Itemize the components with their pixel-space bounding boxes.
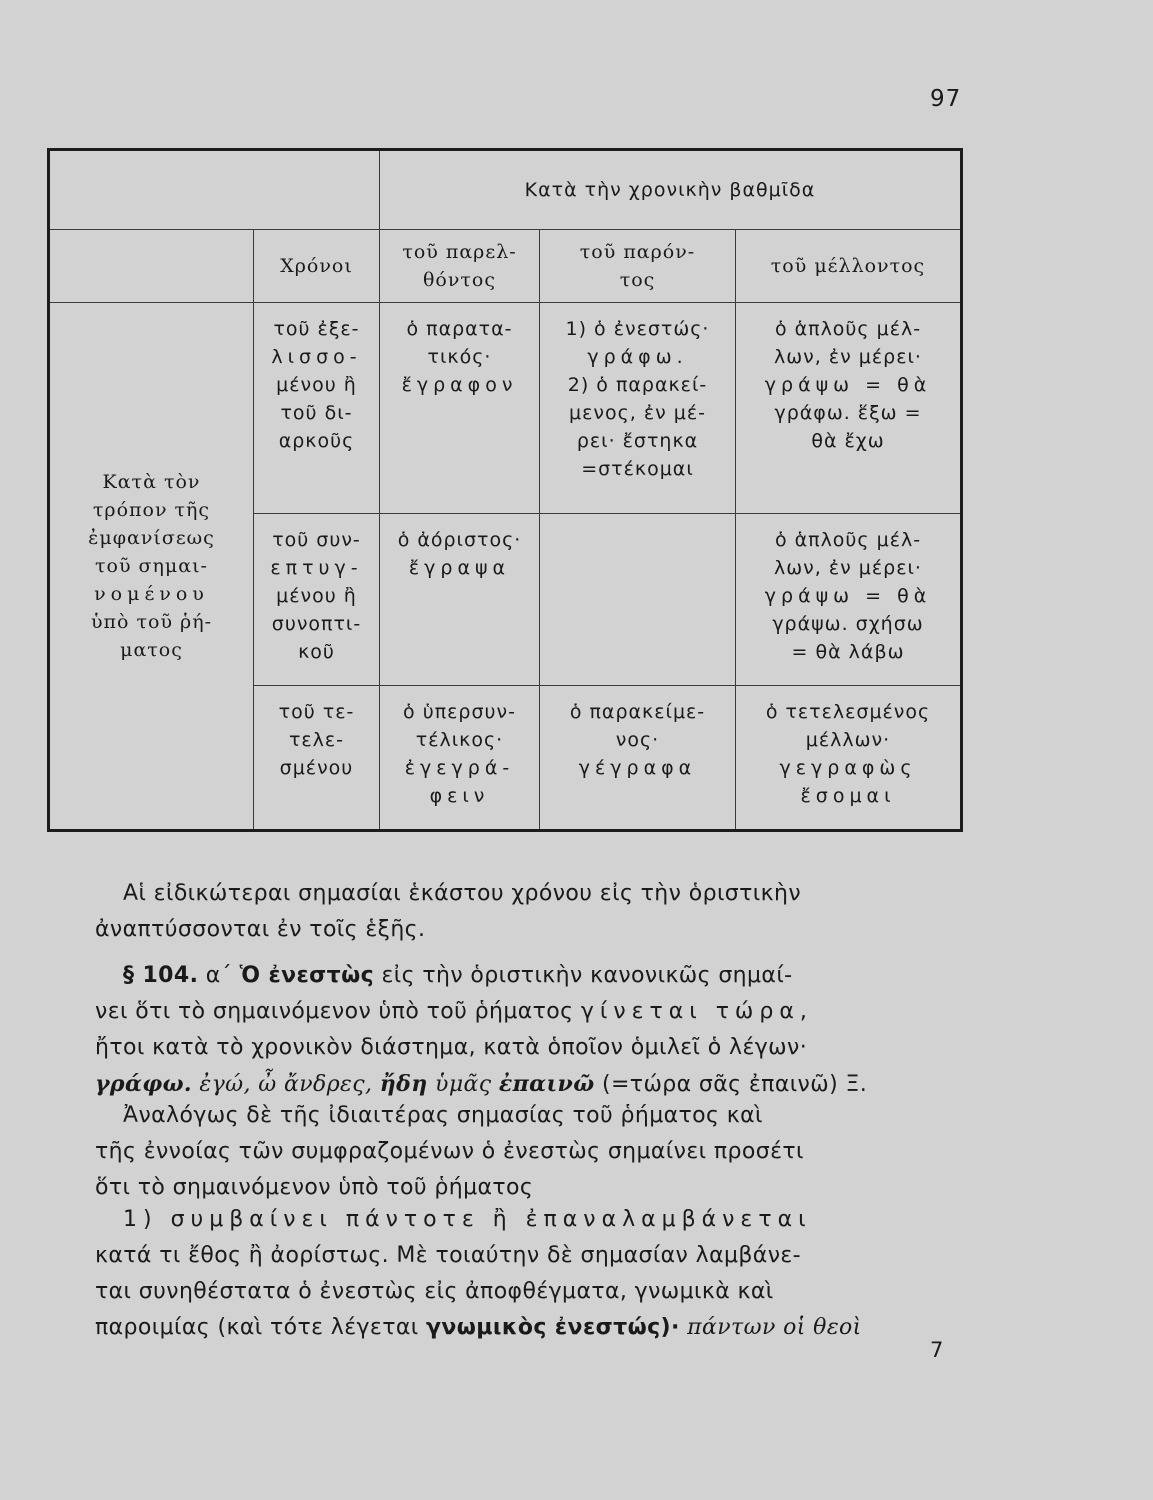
term-present-tense: Ὁ ἐνεστὼς [239,963,375,988]
cell-line: μέλλων· [805,729,891,752]
row-label-line: Κατὰ τὸν [102,470,201,493]
header-tenses: Χρόνοι [254,230,380,302]
text-line [95,994,955,1030]
text-line: ὅτι τὸ σημαινόμενον ὑπὸ τοῦ ῥήματος [95,1175,534,1200]
present-aorist-empty [540,513,736,686]
text-line [95,1310,955,1346]
printer-signature: 7 [930,1338,944,1362]
example-quote: ἐγώ, ὦ ἄνδρες, [199,1072,373,1097]
cell-line: τέλικος· [415,729,504,752]
paragraph-point-1 [95,1202,955,1346]
example-quote: πάντων οἱ θεοὶ [687,1315,862,1340]
tense-table [47,148,960,832]
cell-line: ὁ τετελεσμένος [765,701,931,724]
cell-line: ἔσομαι [800,785,896,808]
cell-line: νος· [615,729,660,752]
cell-line: τελε- [288,729,345,752]
header-present-line: τοῦ παρόν- [579,241,696,263]
cell-line: ὁ παρακείμε- [569,701,706,724]
cell-line: ὁ ἁπλοῦς μέλ- [774,317,922,340]
cell-line: ἔγραφον [401,373,518,396]
cell-line: θὰ ἔχω [811,429,885,452]
future-perfect [736,686,962,831]
tense-continuous [254,302,380,513]
cell-line: ὁ ἁπλοῦς μέλ- [774,528,922,551]
row-label-line: ἐμφανίσεως [88,526,215,549]
text-line: ται συνηθέστατα ὁ ἐνεστὼς εἰς ἀποφθέγματα, γνωμικὰ καὶ [95,1279,774,1304]
section-number: § 104. [123,963,199,988]
cell-line: τικός· [427,345,492,368]
past-aorist [380,513,540,686]
header-past [380,230,540,302]
cell-line: τοῦ συν- [272,528,361,551]
text-fragment: εἰς τὴν ὁριστικὴν κανονικῶς σημαί- [381,963,793,988]
cell-line: μενος, ἐν μέ- [569,401,706,424]
cell-line: ὁ ὑπερσυν- [403,701,516,724]
row-label-aspect [49,302,254,830]
row-label-line: τοῦ σημαι- [95,554,208,577]
header-temporal-grade: Κατὰ τὴν χρονικὴν βαθμῖδα [380,150,962,230]
cell-line: ἐγεγρά- [404,757,515,780]
text-line: ἤτοι κατὰ τὸ χρονικὸν διάστημα, κατὰ ὁποῖον ὁμιλεῖ ὁ λέγων· [95,1035,808,1060]
row-label-line: ματος [120,638,183,661]
cell-line: λων, ἐν μέρει· [774,345,922,368]
cell-line: 2) ὁ παρακεί- [567,373,708,396]
cell-line: γέγραφα [578,757,697,780]
header-past-line: τοῦ παρελ- [402,241,517,263]
example-quote-bold: ἐπαινῶ [498,1071,595,1097]
row-label-line: ὑπὸ τοῦ ῥή- [90,610,213,633]
cell-line: ὁ ἀόριστος· [397,528,522,551]
cell-line: γεγραφὼς [779,757,917,780]
cell-line: μένου ἢ [276,584,357,607]
tense-aorist [254,513,380,686]
paragraph-intro [95,876,955,948]
future-aorist [736,513,962,686]
cell-line: =στέκομαι [581,457,694,480]
header-past-line: θόντος [422,269,497,291]
present-continuous [540,302,736,513]
text-fragment: νει ὅτι τὸ σημαινόμενον ὑπὸ τοῦ ῥήματος [95,999,574,1024]
table-corner-cell [49,150,380,230]
cell-line: ἔγραψα [408,556,511,579]
cell-line: τοῦ δι- [280,401,353,424]
text-line: ἀναπτύσσονται ἐν τοῖς ἑξῆς. [95,917,426,942]
section-alpha: α΄ [205,963,233,988]
example-verb: γράφω. [95,1071,192,1097]
cell-line: κοῦ [298,640,335,663]
text-line: τῆς ἐννοίας τῶν συμφραζομένων ὁ ἐνεστὼς σημαίνει προσέτι [95,1139,804,1164]
cell-line: φειν [429,785,490,808]
cell-line: επτυγ- [270,556,363,579]
past-perfect [380,686,540,831]
example-quote: ὑμᾶς [435,1072,492,1097]
cell-line: αρκοῦς [278,429,355,452]
example-translation: (=τώρα σᾶς ἐπαινῶ) Ξ. [601,1072,868,1097]
cell-line: = θὰ λάβω [791,640,905,663]
cell-line: τοῦ τε- [278,701,355,724]
example-quote-bold: ἤδη [379,1071,428,1097]
text-line: 1) συμβαίνει πάντοτε ἢ ἐπαναλαμβάνεται [123,1207,812,1232]
cell-line: γράψω = θὰ [764,584,932,607]
tense-perfect [254,686,380,831]
cell-line: γράφω. ἕξω = [774,401,922,424]
cell-line: ὁ παρατα- [406,317,513,340]
page-number: 97 [930,86,962,112]
future-continuous [736,302,962,513]
cell-line: συνοπτι- [271,612,362,635]
cell-line: μένου ἢ [276,373,357,396]
header-future: τοῦ μέλλοντος [736,230,962,302]
cell-line: γράψω = θὰ [764,373,932,396]
term-gnomic-present: γνωμικὸς ἐνεστώς)· [426,1315,680,1340]
header-present [540,230,736,302]
cell-line: λισσο- [271,345,362,368]
text-fragment: παροιμίας (καὶ τότε λέγεται [95,1315,419,1340]
cell-line: γράφω. [587,345,688,368]
cell-line: σμένου [279,757,354,780]
row-label-header-cell [49,230,254,302]
paragraph-section-104 [95,958,955,1103]
present-perfect [540,686,736,831]
text-line: Αἱ εἰδικώτεραι σημασίαι ἑκάστου χρόνου εἰς τὴν ὁριστικὴν [123,881,802,906]
emphasis-now: γίνεται τώρα, [580,999,813,1024]
past-continuous [380,302,540,513]
text-line [95,958,955,994]
text-line: Ἀναλόγως δὲ τῆς ἰδιαιτέρας σημασίας τοῦ ῥήματος καὶ [123,1103,763,1128]
cell-line: ρει· ἔστηκα [576,429,699,452]
cell-line: λων, ἐν μέρει· [774,556,922,579]
header-present-line: τος [619,269,656,291]
cell-line: 1) ὁ ἐνεστώς· [565,317,710,340]
row-label-line: νομένου [94,582,209,605]
row-label-line: τρόπον τῆς [92,498,211,521]
text-line: κατά τι ἔθος ἢ ἀορίστως. Μὲ τοιαύτην δὲ σημασίαν λαμβάνε- [95,1243,802,1268]
cell-line: γράψω. σχήσω [772,612,924,635]
paragraph-analogous [95,1098,955,1206]
cell-line: τοῦ ἐξε- [273,317,360,340]
